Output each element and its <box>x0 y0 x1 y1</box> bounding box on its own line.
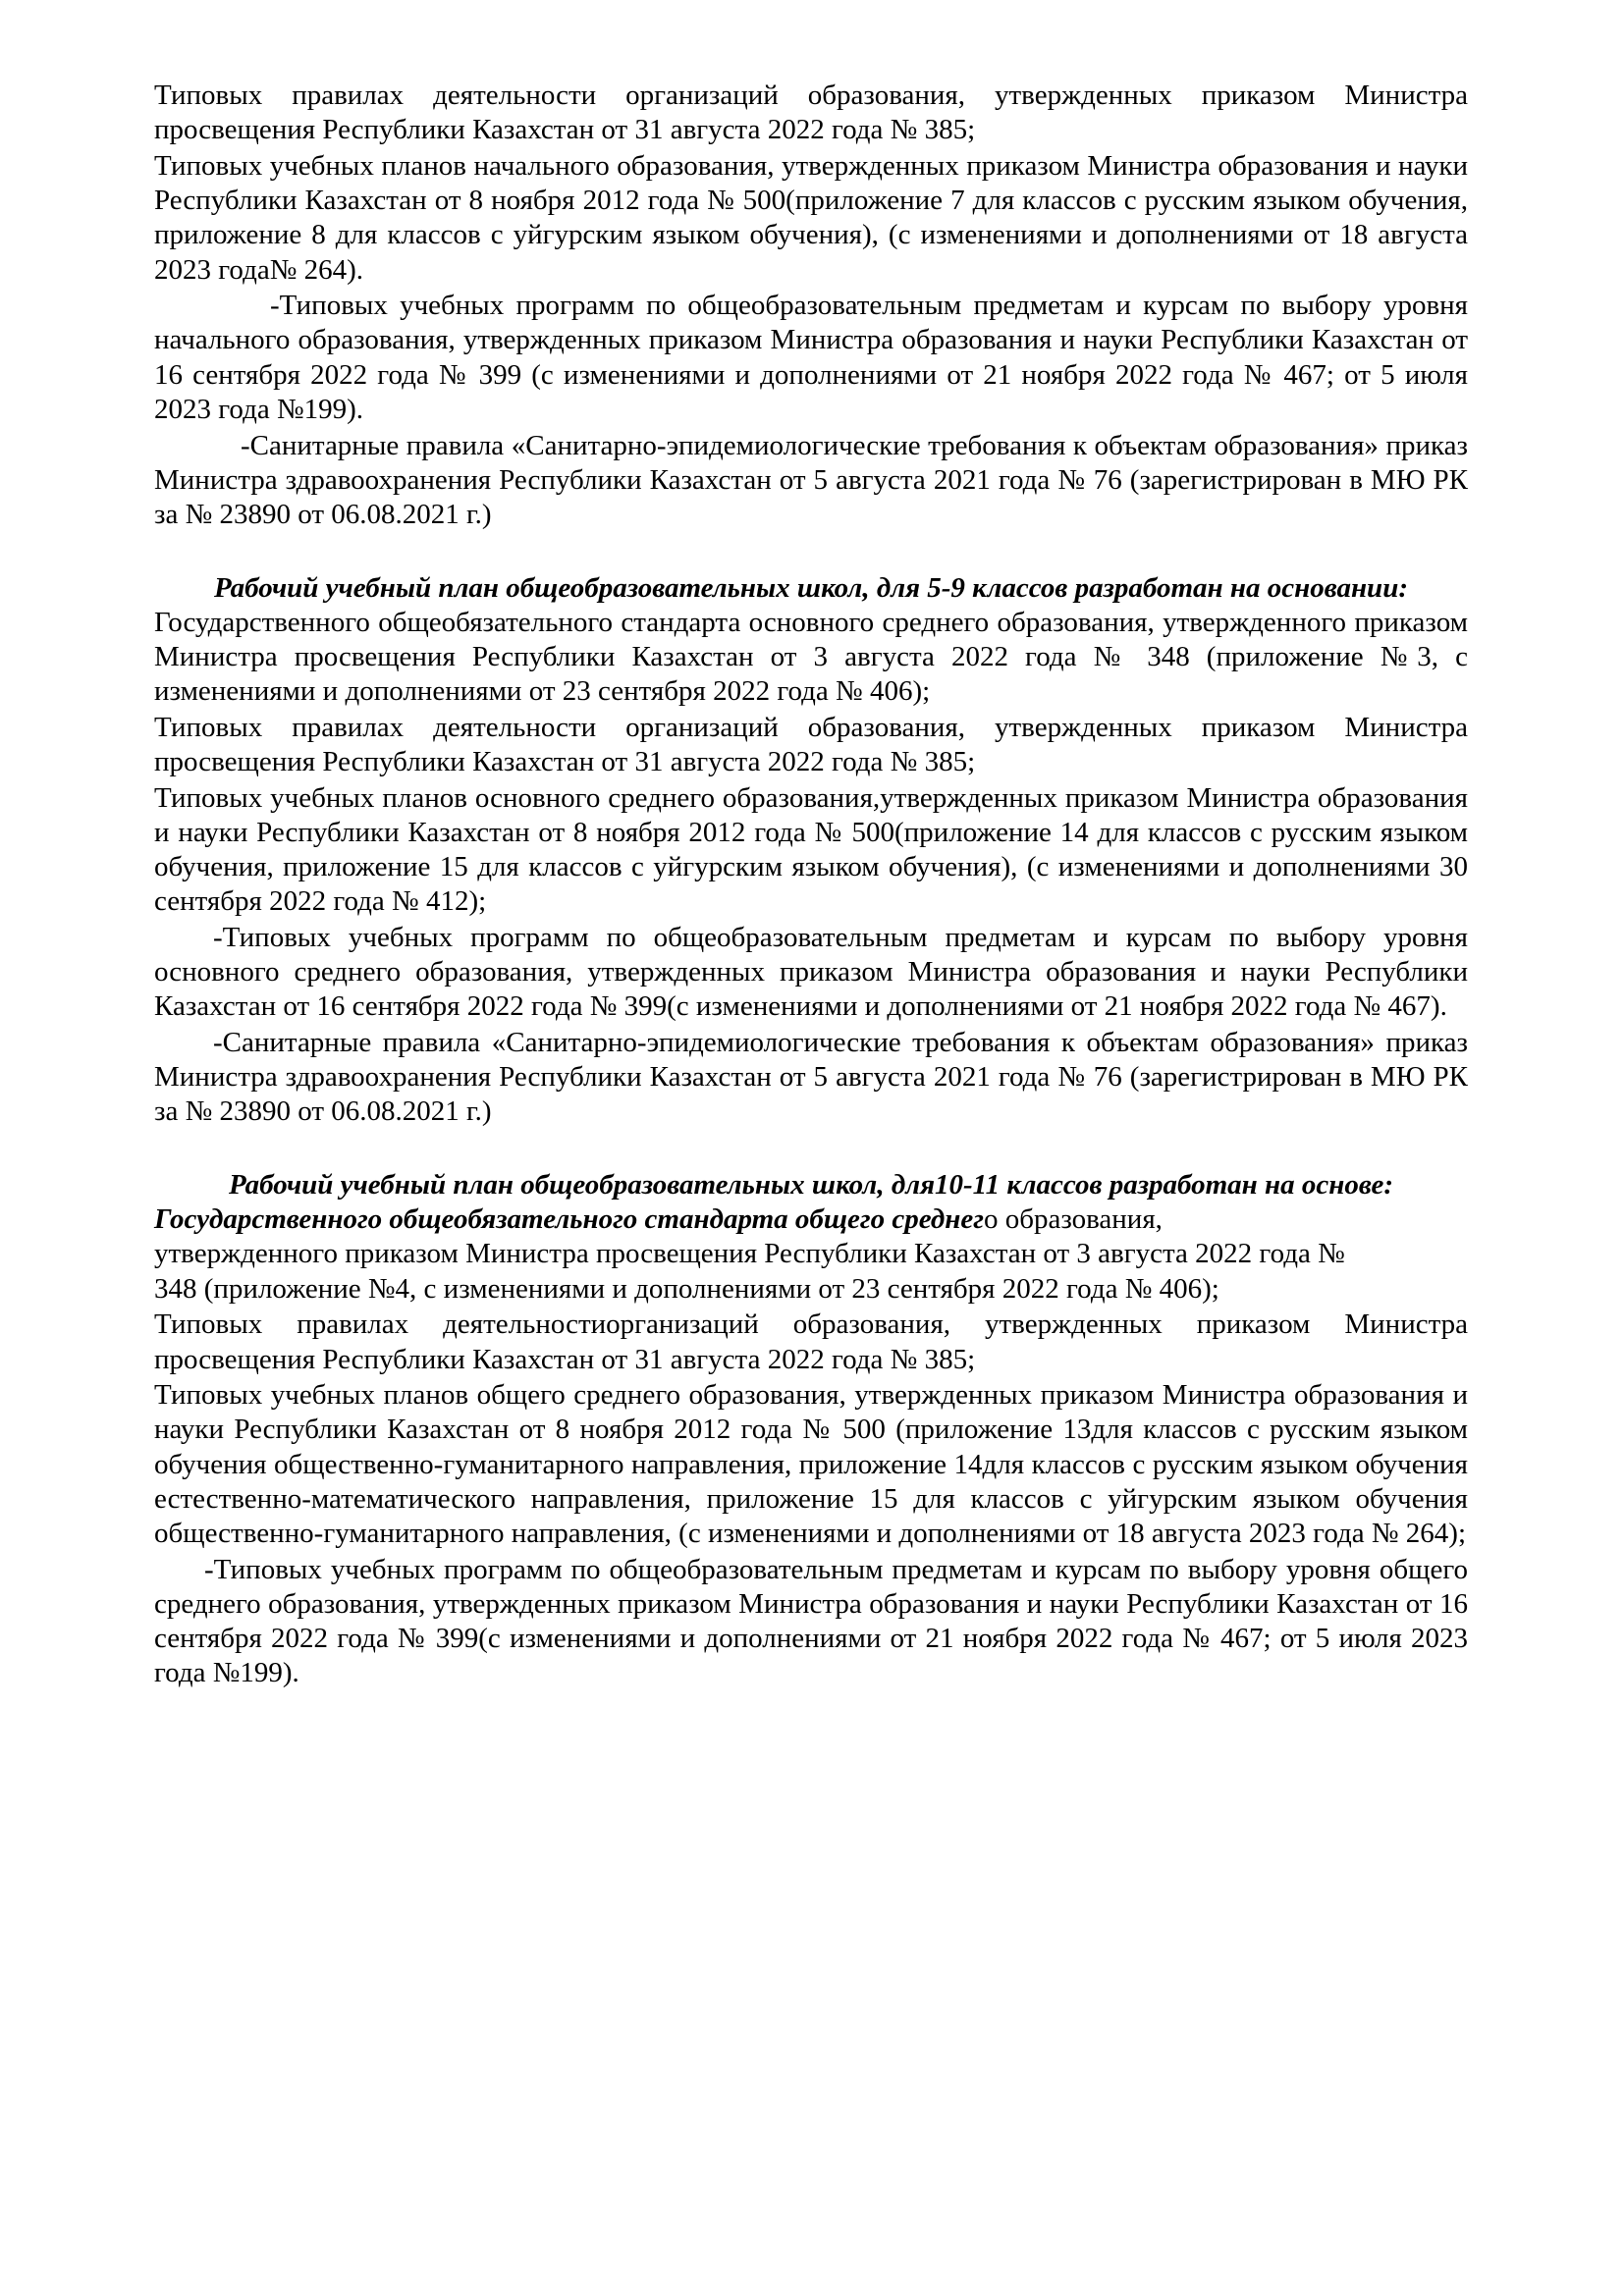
section-grades-5-9 <box>154 571 1468 1130</box>
spacer <box>154 1131 1468 1168</box>
paragraph: Типовых учебных планов основного среднего образования,утвержденных приказом Министра образования и науки Республики Казахстан от 8 ноября 2012 года № 500(приложение 14 для классов с русским языком обучения, приложение 15 для классов с уйгурским языком обучения), (с изменениями и дополнениями 30 сентября 2022 года № 412); <box>154 781 1468 918</box>
paragraph: Государственного общеобязательного стандарта основного среднего образования, утвержденного приказом Министра просвещения Республики Казахстан от 3 августа 2022 года № 348 (приложение №3, с изменениями и дополнениями от 23 сентября 2022 года № 406); <box>154 606 1468 708</box>
document-page <box>154 79 1468 1692</box>
paragraph: -Санитарные правила «Санитарно-эпидемиологические требования к объектам образования» приказ Министра здравоохранения Республики Казахстан от 5 августа 2021 года № 76 (зарегистрирован в МЮ РК за № 23890 от 06.08.2021 г.) <box>154 1027 1468 1128</box>
section-heading: Рабочий учебный план общеобразовательных школ, для10-11 классов разработан на основе: <box>229 1169 1393 1201</box>
paragraph: Типовых правилах деятельностиорганизаций образования, утвержденных приказом Министра просвещения Республики Казахстан от 31 августа 2022 года № 385; <box>154 1308 1468 1375</box>
section-heading: Рабочий учебный план общеобразовательных школ, для 5-9 классов разработан на основании: <box>214 571 1408 604</box>
paragraph: -Типовых учебных программ по общеобразовательным предметам и курсам по выбору уровня начального образования, утвержденных приказом Министра образования и науки Республики Казахстан от 16 сентября 2022 года № 399 (с изменениями и дополнениями от 21 ноября 2022 года № 467; от 5 июля 2023 года №199). <box>154 290 1468 425</box>
paragraph: Типовых правилах деятельности организаций образования, утвержденных приказом Министра просвещения Республики Казахстан от 31 августа 2022 года № 385; <box>154 80 1468 146</box>
spacer <box>154 534 1468 571</box>
paragraph: Типовых учебных планов начального образования, утвержденных приказом Министра образования и науки Республики Казахстан от 8 ноября 2012 года № 500(приложение 7 для классов с русским языком обучения, приложение 8 для классов с уйгурским языком обучения), (с изменениями и дополнениями от 18 августа 2023 года№ 264). <box>154 149 1468 286</box>
paragraph-text: о образования, утвержденного приказом Министра просвещения Республики Казахстан от 3 августа 2022 года № 348 (приложение №4, с изменениями и дополнениями от 23 сентября 2022 года № 406); <box>154 1203 1345 1305</box>
section-primary-basis <box>154 79 1468 532</box>
section-grades-10-11 <box>154 1168 1468 1690</box>
emphasized-text: Государственного общеобязательного стандарта общего среднег <box>154 1203 984 1236</box>
paragraph: -Типовых учебных программ по общеобразовательным предметам и курсам по выбору уровня общего среднего образования, утвержденных приказом Министра образования и науки Республики Казахстан от 16 сентября 2022 года № 399(с изменениями и дополнениями от 21 ноября 2022 года № 467; от 5 июля 2023 года №199). <box>154 1553 1468 1689</box>
paragraph: Типовых правилах деятельности организаций образования, утвержденных приказом Министра просвещения Республики Казахстан от 31 августа 2022 года № 385; <box>154 711 1468 777</box>
paragraph: -Санитарные правила «Санитарно-эпидемиологические требования к объектам образования» приказ Министра здравоохранения Республики Казахстан от 5 августа 2021 года № 76 (зарегистрирован в МЮ РК за № 23890 от 06.08.2021 г.) <box>154 429 1468 530</box>
paragraph: Типовых учебных планов общего среднего образования, утвержденных приказом Министра образования и науки Республики Казахстан от 8 ноября 2012 года № 500 (приложение 13для классов с русским языком обучения общественно-гуманитарного направления, приложение 14для классов с русским языком обучения естественно-математического направления, приложение 15 для классов с уйгурским языком обучения общественно-гуманитарного направления, (с изменениями и дополнениями от 18 августа 2023 года № 264); <box>154 1379 1468 1550</box>
paragraph: -Типовых учебных программ по общеобразовательным предметам и курсам по выбору уровня основного среднего образования, утвержденных приказом Министра образования и науки Республики Казахстан от 16 сентября 2022 года № 399(с изменениями и дополнениями от 21 ноября 2022 года № 467). <box>154 921 1468 1023</box>
paragraph <box>154 1202 1350 1307</box>
